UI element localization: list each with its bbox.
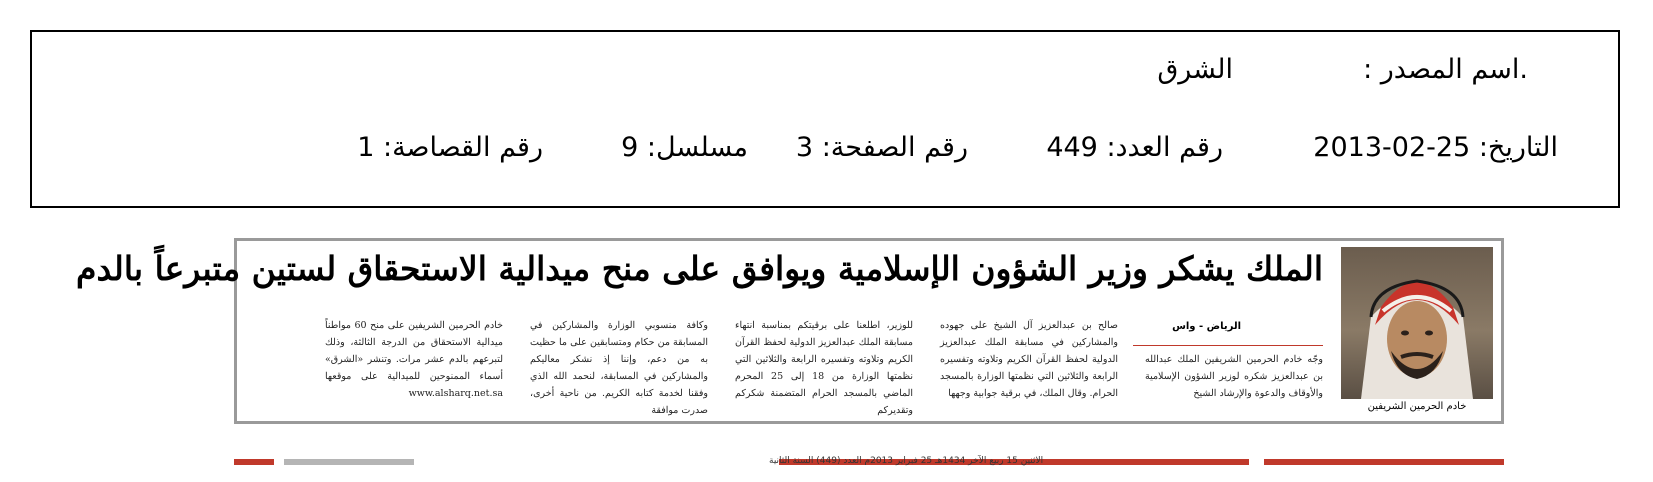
newspaper-footer-strip bbox=[234, 456, 1504, 482]
article-headline: الملك يشكر وزير الشؤون الإسلامية ويوافق على منح ميدالية الاستحقاق لستين متبرعاً بالدم bbox=[76, 249, 1323, 288]
source-label: .اسم المصدر : bbox=[1363, 54, 1528, 85]
column-text: وكافة منسوبي الوزارة والمشاركين في المسابقة من حكام ومتسابقين على ما حظيت به من دعم، وإننا إذ نشكر معاليكم والمشاركين في المسابقة، لنحمد الله الذي وفقنا لخدمة كتابه الكريم. من ناحية أخرى، صدرت موافقة bbox=[530, 320, 708, 416]
article-column-5 bbox=[325, 317, 503, 402]
article-column-4 bbox=[530, 317, 708, 419]
clipping-number-field: رقم القصاصة: 1 bbox=[357, 132, 543, 163]
issue-number-field: رقم العدد: 449 bbox=[1046, 132, 1223, 163]
article-byline: الرياض - واس bbox=[1172, 321, 1241, 332]
date-field: التاريخ: 25-02-2013 bbox=[1313, 132, 1558, 163]
newspaper-clipping bbox=[76, 238, 1504, 424]
photo-caption: خادم الحرمين الشريفين bbox=[1367, 401, 1467, 412]
source-metadata-box bbox=[30, 30, 1620, 208]
footer-date-line: الاثنين 15 ربيع الآخر 1434هـ 25 فبراير 2013م العدد (449) السنة الثانية bbox=[769, 456, 1044, 466]
footer-bar bbox=[284, 459, 414, 465]
source-name: الشرق bbox=[1157, 54, 1233, 85]
column-text: للوزير، اطلعنا على برقيتكم بمناسبة انتهاء مسابقة الملك عبدالعزيز الدولية لحفظ القرآن الكريم وتلاوته وتفسيره الرابعة والثلاثين التي نظمتها الوزارة من 18 إلى 25 المحرم الماضي بالمسجد الحرام المتضمنة شكركم وتقديركم bbox=[735, 320, 913, 416]
page-number-field: رقم الصفحة: 3 bbox=[795, 132, 968, 163]
column-text: صالح بن عبدالعزيز آل الشيخ على جهوده والمشاركين في مسابقة الملك عبدالعزيز الدولية لحفظ القرآن الكريم وتلاوته وتفسيره الرابعة والثلاثين التي نظمتها الوزارة بالمسجد الحرام. وقال الملك، في برقية جوابية وجهها bbox=[940, 320, 1118, 399]
article-column-2 bbox=[940, 317, 1118, 402]
footer-bar bbox=[234, 459, 274, 465]
column-text: وجّه خادم الحرمين الشريفين الملك عبدالله بن عبدالعزيز شكره لوزير الشؤون الإسلامية والأوقاف والدعوة والإرشاد الشيخ bbox=[1145, 354, 1323, 399]
column-text: خادم الحرمين الشريفين على منح 60 مواطناً ميدالية الاستحقاق من الدرجة الثالثة، وذلك لتبرعهم بالدم عشر مرات. وتنشر «الشرق» أسماء الممنوحين للميدالية على موقعها www.alsharq.net.sa bbox=[325, 320, 503, 399]
footer-bar bbox=[1264, 459, 1504, 465]
article-column-1 bbox=[1145, 351, 1323, 419]
king-portrait-photo bbox=[1341, 247, 1493, 399]
article-column-3 bbox=[735, 317, 913, 419]
portrait-illustration bbox=[1341, 247, 1493, 399]
serial-number-field: مسلسل: 9 bbox=[621, 132, 748, 163]
byline-divider bbox=[1133, 345, 1323, 346]
